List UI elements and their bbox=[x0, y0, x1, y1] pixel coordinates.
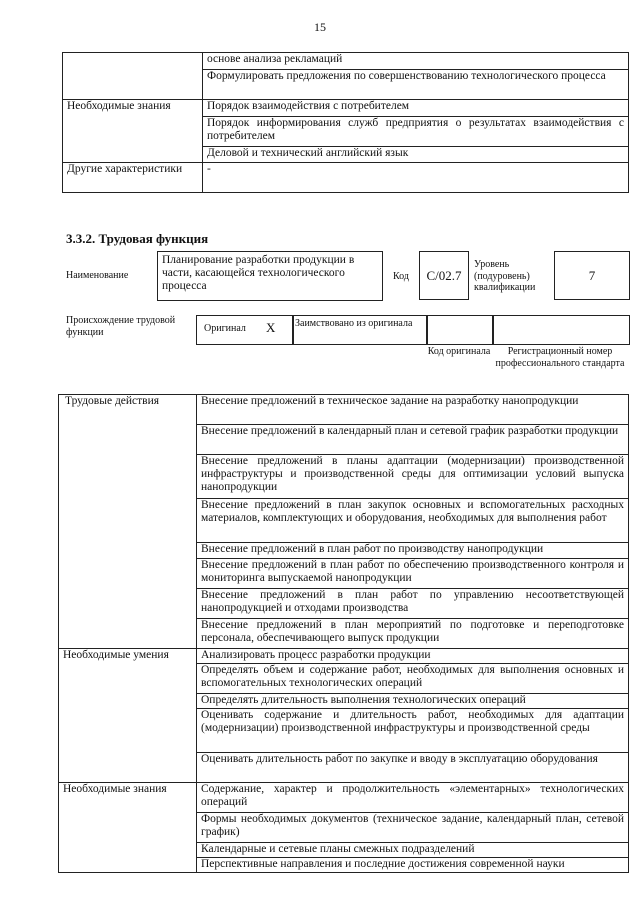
list-item: Порядок информирования служб предприятия о результатах взаимодействия с потребителем bbox=[203, 117, 629, 147]
list-item: Внесение предложений в планы адаптации (модернизации) производственной инфраструктуры и производственной среды для оптимизации условий выпуска нанопродукции bbox=[197, 455, 629, 499]
list-item: основе анализа рекламаций bbox=[203, 53, 629, 70]
list-item: Внесение предложений в календарный план и сетевой график разработки продукции bbox=[197, 425, 629, 455]
level-label: Уровень (подуровень) квалификации bbox=[474, 259, 536, 293]
list-item: - bbox=[203, 163, 629, 193]
list-item: Определять объем и содержание работ, необходимых для выполнения основных и вспомогательных технологических операций bbox=[197, 664, 629, 694]
borrowed-label: Заимствовано из оригинала bbox=[295, 318, 413, 329]
function-table bbox=[58, 394, 629, 873]
reg-number-cell bbox=[492, 315, 630, 345]
table-row bbox=[63, 53, 629, 70]
list-item: Внесение предложений в план закупок основных и вспомогательных расходных материалов, комплектующих и оборудования, необходимых для выполнения работ bbox=[197, 499, 629, 543]
list-item: Оценивать содержание и длительность работ, необходимых для адаптации (модернизации) производственной инфраструктуры и производственной среды bbox=[197, 709, 629, 753]
row-label bbox=[63, 53, 203, 100]
code-value: С/02.7 bbox=[419, 251, 469, 300]
level-value: 7 bbox=[554, 251, 630, 300]
table-row bbox=[63, 163, 629, 193]
code-original-cell bbox=[426, 315, 494, 345]
list-item: Перспективные направления и последние достижения современной науки bbox=[197, 858, 629, 873]
list-item: Внесение предложений в план работ по производству нанопродукции bbox=[197, 543, 629, 559]
name-value: Планирование разработки продукции в части, касающейся технологического процесса bbox=[157, 251, 383, 301]
list-item: Внесение предложений в техническое задание на разработку нанопродукции bbox=[197, 395, 629, 425]
group-label-skills: Необходимые умения bbox=[59, 649, 197, 783]
list-item: Внесение предложений в план работ по обеспечению производственного контроля и мониторинга выпускаемой нанопродукции bbox=[197, 559, 629, 589]
continuation-table bbox=[62, 52, 629, 193]
group-label-knowledge: Необходимые знания bbox=[59, 783, 197, 873]
list-item: Календарные и сетевые планы смежных подразделений bbox=[197, 843, 629, 858]
reg-number-caption: Регистрационный номер профессионального стандарта bbox=[495, 346, 625, 369]
table-row bbox=[59, 395, 629, 425]
list-item: Формулировать предложения по совершенствованию технологического процесса bbox=[203, 70, 629, 100]
code-original-caption: Код оригинала bbox=[427, 346, 491, 357]
list-item: Деловой и технический английский язык bbox=[203, 147, 629, 163]
table-row bbox=[59, 783, 629, 813]
list-item: Определять длительность выполнения технологических операций bbox=[197, 694, 629, 709]
list-item: Содержание, характер и продолжительность «элементарных» технологических операций bbox=[197, 783, 629, 813]
page-number: 15 bbox=[314, 20, 326, 34]
table-row bbox=[59, 649, 629, 664]
row-label: Необходимые знания bbox=[63, 100, 203, 163]
list-item: Оценивать длительность работ по закупке и вводу в эксплуатацию оборудования bbox=[197, 753, 629, 783]
section-heading: 3.3.2. Трудовая функция bbox=[66, 231, 209, 246]
row-label: Другие характеристики bbox=[63, 163, 203, 193]
origin-label: Происхождение трудовой функции bbox=[66, 315, 176, 338]
group-label-actions: Трудовые действия bbox=[59, 395, 197, 649]
name-label: Наименование bbox=[66, 270, 129, 281]
list-item: Анализировать процесс разработки продукции bbox=[197, 649, 629, 664]
original-mark: X bbox=[266, 320, 276, 335]
list-item: Порядок взаимодействия с потребителем bbox=[203, 100, 629, 117]
list-item: Внесение предложений в план мероприятий по подготовке и переподготовке персонала, обеспечивающего выпуск продукции bbox=[197, 619, 629, 649]
code-label: Код bbox=[393, 271, 409, 282]
list-item: Внесение предложений в план работ по управлению несоответствующей нанопродукцией и отходами производства bbox=[197, 589, 629, 619]
list-item: Формы необходимых документов (техническое задание, календарный план, сетевой график) bbox=[197, 813, 629, 843]
original-label: Оригинал bbox=[204, 323, 246, 334]
table-row bbox=[63, 100, 629, 117]
